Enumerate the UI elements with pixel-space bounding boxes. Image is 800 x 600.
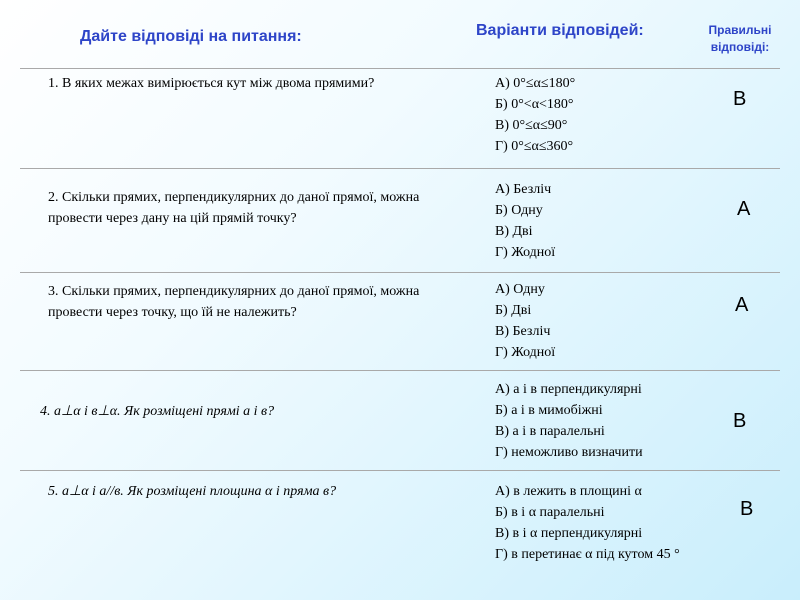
option-b: Б) в і α паралельні	[495, 505, 605, 520]
row-divider	[20, 168, 780, 169]
variants-header: Варіанти відповідей:	[476, 22, 644, 39]
option-d: Г) неможливо визначити	[495, 445, 643, 460]
row-divider	[20, 68, 780, 69]
option-c: В) а і в паралельні	[495, 424, 605, 439]
correct-header-line1: Правильні	[708, 23, 772, 37]
question-3-answer: А	[735, 294, 749, 316]
option-d: Г) 0°≤α≤360°	[495, 139, 574, 154]
question-2-text: 2. Скільки прямих, перпендикулярних до даної прямої, можна провести через дану на цій прямій точку?	[48, 190, 420, 226]
questions-header: Дайте відповіді на питання:	[80, 28, 302, 45]
option-c: В) 0°≤α≤90°	[495, 118, 568, 133]
option-c: В) в і α перпендикулярні	[495, 526, 643, 541]
question-2-options	[495, 179, 785, 263]
row-divider	[20, 470, 780, 471]
question-2-answer: А	[737, 198, 751, 220]
question-4-answer: В	[733, 410, 747, 432]
question-5-answer: В	[740, 498, 754, 520]
question-3-text: 3. Скільки прямих, перпендикулярних до даної прямої, можна провести через точку, що їй не належить?	[48, 284, 420, 320]
row-divider	[20, 370, 780, 371]
option-b: Б) Дві	[495, 303, 532, 318]
question-1-answer: В	[733, 88, 747, 110]
correct-answers-header	[700, 22, 780, 56]
question-1-text: 1. В яких межах вимірюється кут між двома прямими?	[48, 76, 375, 91]
correct-header-line2: відповіді:	[710, 40, 770, 54]
option-c: В) Дві	[495, 224, 533, 239]
question-5-options	[495, 481, 785, 565]
option-a: А) а і в перпендикулярні	[495, 382, 642, 397]
option-a: А) Одну	[495, 282, 545, 297]
question-4-text: 4. а⊥α і в⊥α. Як розміщені прямі а і в?	[40, 404, 275, 419]
option-a: А) Безліч	[495, 182, 552, 197]
option-b: Б) а і в мимобіжні	[495, 403, 603, 418]
option-d: Г) в перетинає α під кутом 45 °	[495, 547, 680, 562]
option-b: Б) Одну	[495, 203, 543, 218]
option-d: Г) Жодної	[495, 245, 556, 260]
question-3-options	[495, 279, 785, 363]
option-a: А) 0°≤α≤180°	[495, 76, 576, 91]
question-5-text: 5. а⊥α і а//в. Як розміщені площина α і пряма в?	[48, 484, 337, 499]
option-c: В) Безліч	[495, 324, 551, 339]
option-a: А) в лежить в площині α	[495, 484, 642, 499]
option-d: Г) Жодної	[495, 345, 556, 360]
option-b: Б) 0°<α<180°	[495, 97, 574, 112]
question-1-options	[495, 73, 785, 157]
row-divider	[20, 272, 780, 273]
